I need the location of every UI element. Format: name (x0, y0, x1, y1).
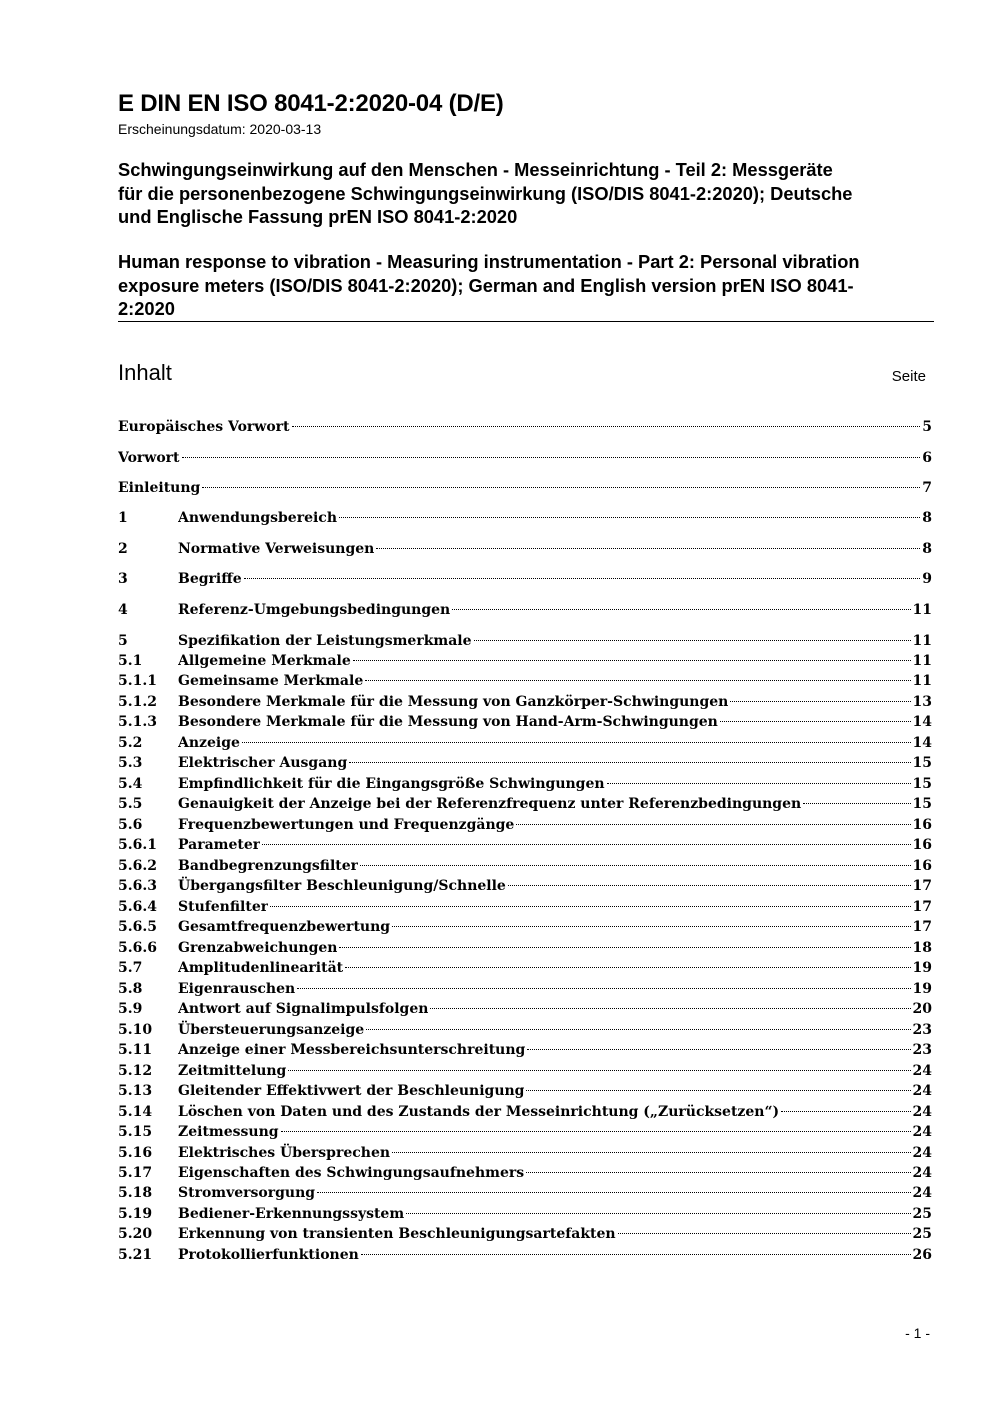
toc-entry-title: Protokollierfunktionen (178, 1246, 359, 1263)
toc-entry-title: Frequenzbewertungen und Frequenzgänge (178, 816, 515, 833)
toc-dot-leader (182, 457, 921, 458)
toc-entry-title: Amplitudenlinearität (178, 960, 344, 977)
title-english (118, 250, 938, 321)
toc-entry-title: Elektrischer Ausgang (178, 755, 348, 772)
toc-dot-leader (730, 701, 910, 702)
toc-entry-title: Empfindlichkeit für die Eingangsgröße Schwingungen (178, 775, 605, 792)
toc-entry-title: Grenzabweichungen (178, 939, 338, 956)
toc-entry[interactable] (118, 815, 932, 835)
toc-entry-number: 5.3 (118, 755, 143, 772)
toc-dot-leader (365, 680, 910, 681)
header-divider (118, 321, 934, 322)
toc-entry-number: 2 (118, 541, 128, 557)
toc-entry[interactable] (118, 856, 932, 876)
toc-entry-page: 5 (922, 419, 932, 435)
toc-entry[interactable] (118, 478, 932, 498)
toc-entry-number: 5 (118, 633, 128, 649)
title-german-line: für die personenbezogene Schwingungseinwirkung (ISO/DIS 8041-2:2020); Deutsche (118, 182, 853, 204)
toc-entry[interactable] (118, 631, 932, 651)
toc-entry-title: Eigenrauschen (178, 980, 296, 997)
toc-entry-number: 5.6.6 (118, 939, 157, 956)
toc-entry-title: Parameter (178, 837, 261, 854)
toc-dot-leader (527, 1049, 910, 1050)
toc-entry-number: 5.2 (118, 734, 143, 751)
toc-entry-page: 24 (912, 1124, 932, 1141)
toc-dot-leader (281, 1131, 911, 1132)
toc-dot-leader (345, 967, 910, 968)
toc-entry-title: Stufenfilter (178, 898, 269, 915)
toc-entry-page: 7 (922, 480, 932, 496)
toc-entry[interactable] (118, 753, 932, 773)
toc-entry-number: 5.13 (118, 1083, 153, 1100)
page-number: - 1 - (905, 1325, 930, 1341)
toc-entry-number: 5.5 (118, 796, 143, 813)
toc-entry-page: 24 (912, 1103, 932, 1120)
toc-dot-leader (618, 1233, 911, 1234)
toc-entry-page: 11 (912, 673, 932, 690)
toc-entry-number: 5.1.3 (118, 714, 157, 731)
toc-dot-leader (508, 885, 911, 886)
toc-entry[interactable] (118, 897, 932, 917)
toc-entry-page: 19 (912, 980, 932, 997)
toc-entry-number: 5.7 (118, 960, 143, 977)
toc-entry-title: Übersteuerungsanzeige (178, 1021, 365, 1038)
toc-entry-number: 5.6.2 (118, 857, 157, 874)
toc-entry-page: 24 (912, 1165, 932, 1181)
toc-entry[interactable] (118, 508, 932, 528)
toc-dot-leader (202, 487, 920, 488)
toc-entry-number: 4 (118, 602, 128, 618)
toc-entry-page: 6 (922, 450, 932, 466)
toc-entry-page: 15 (912, 775, 932, 792)
toc-entry-page: 8 (922, 541, 932, 557)
toc-entry-number: 5.20 (118, 1226, 153, 1243)
toc-entry[interactable] (118, 1122, 932, 1142)
title-english-line: exposure meters (ISO/DIS 8041-2:2020); German and English version prEN ISO 8041- (118, 274, 854, 296)
publication-date: Erscheinungsdatum: 2020-03-13 (118, 121, 322, 137)
toc-dot-leader (376, 548, 920, 549)
toc-entry-title: Besondere Merkmale für die Messung von Ganzkörper-Schwingungen (178, 693, 729, 710)
toc-entry-page: 17 (912, 878, 932, 895)
toc-entry-number: 5.21 (118, 1246, 153, 1263)
toc-entry-title: Antwort auf Signalimpulsfolgen (178, 1001, 429, 1018)
toc-entry-number: 5.15 (118, 1124, 153, 1141)
title-german (118, 158, 938, 229)
toc-entry-number: 1 (118, 510, 128, 526)
toc-entry-number: 3 (118, 571, 128, 587)
toc-entry-title: Gemeinsame Merkmale (178, 673, 364, 690)
toc-entry[interactable] (118, 692, 932, 712)
toc-entry-page: 24 (912, 1062, 932, 1079)
toc-dot-leader (288, 1070, 910, 1071)
toc-entry-number: 5.8 (118, 980, 143, 997)
toc-entry-number: 5.1 (118, 653, 143, 669)
title-english-line: 2:2020 (118, 298, 175, 319)
toc-dot-leader (297, 988, 910, 989)
toc-entry[interactable] (118, 1102, 932, 1122)
toc-entry-page: 16 (912, 837, 932, 854)
toc-dot-leader (317, 1192, 910, 1193)
toc-entry-title: Allgemeine Merkmale (178, 653, 351, 669)
toc-entry-number: 5.1.2 (118, 693, 157, 710)
toc-entry-title: Normative Verweisungen (178, 541, 375, 557)
toc-dot-leader (474, 640, 911, 641)
toc-entry[interactable] (118, 794, 932, 814)
toc-entry-page: 15 (912, 796, 932, 813)
toc-dot-leader (392, 1152, 910, 1153)
toc-entry[interactable] (118, 774, 932, 794)
toc-entry-page: 14 (912, 714, 932, 731)
toc-entry-title: Genauigkeit der Anzeige bei der Referenzfrequenz unter Referenzbedingungen (178, 796, 802, 813)
toc-entry-title: Europäisches Vorwort (118, 419, 290, 435)
toc-entry-page: 23 (912, 1021, 932, 1038)
toc-page-column-label: Seite (891, 368, 926, 385)
toc-entry[interactable] (118, 600, 932, 620)
toc-dot-leader (244, 578, 921, 579)
toc-entry-page: 11 (912, 602, 932, 618)
toc-entry-title: Stromversorgung (178, 1185, 316, 1202)
toc-entry-page: 17 (912, 919, 932, 936)
toc-entry[interactable] (118, 1081, 932, 1101)
toc-entry-number: 5.11 (118, 1042, 153, 1059)
toc-entry-title: Anzeige (178, 734, 240, 751)
toc-entry-title: Bediener-Erkennungssystem (178, 1205, 405, 1222)
toc-dot-leader (526, 1172, 910, 1173)
toc-entry[interactable] (118, 651, 932, 671)
toc-entry[interactable] (118, 1163, 932, 1183)
toc-entry-page: 14 (912, 734, 932, 751)
toc-entry-number: 5.12 (118, 1062, 153, 1079)
toc-entry-title: Anzeige einer Messbereichsunterschreitung (178, 1042, 526, 1059)
toc-entry-number: 5.1.1 (118, 673, 157, 690)
toc-dot-leader (516, 824, 910, 825)
toc-entry-number: 5.19 (118, 1205, 153, 1222)
toc-entry-title: Elektrisches Übersprechen (178, 1144, 391, 1161)
toc-dot-leader (339, 947, 910, 948)
toc-dot-leader (392, 926, 910, 927)
toc-entry-number: 5.16 (118, 1144, 153, 1161)
toc-dot-leader (430, 1008, 910, 1009)
toc-entry-title: Zeitmessung (178, 1124, 279, 1141)
toc-entry-page: 25 (912, 1226, 932, 1243)
toc-dot-leader (452, 609, 910, 610)
toc-entry[interactable] (118, 835, 932, 855)
title-german-line: Schwingungseinwirkung auf den Menschen - Messeinrichtung - Teil 2: Messgeräte (118, 159, 833, 180)
toc-entry[interactable] (118, 958, 932, 978)
toc-entry-page: 24 (912, 1144, 932, 1161)
toc-entry-title: Anwendungsbereich (178, 510, 337, 526)
toc-entry[interactable] (118, 1224, 932, 1244)
toc-entry-title: Einleitung (118, 480, 201, 496)
toc-entry-number: 5.18 (118, 1185, 153, 1202)
toc-entry-title: Erkennung von transienten Beschleunigungsartefakten (178, 1226, 616, 1243)
toc-entry[interactable] (118, 417, 932, 437)
toc-entry-page: 16 (912, 857, 932, 874)
toc-entry-title: Eigenschaften des Schwingungsaufnehmers (178, 1165, 525, 1181)
toc-dot-leader (607, 783, 911, 784)
toc-entry[interactable] (118, 569, 932, 589)
toc-entry[interactable] (118, 1245, 932, 1265)
toc-entry-page: 17 (912, 898, 932, 915)
toc-entry-page: 23 (912, 1042, 932, 1059)
toc-entry-page: 24 (912, 1185, 932, 1202)
toc-entry-title: Referenz-Umgebungsbedingungen (178, 602, 451, 618)
toc-entry-title: Spezifikation der Leistungsmerkmale (178, 633, 472, 649)
toc-entry[interactable] (118, 712, 932, 732)
toc-entry-page: 9 (922, 571, 932, 587)
toc-entry[interactable] (118, 1020, 932, 1040)
toc-dot-leader (720, 721, 911, 722)
toc-entry[interactable] (118, 876, 932, 896)
toc-dot-leader (781, 1111, 910, 1112)
toc-entry[interactable] (118, 539, 932, 559)
toc-entry[interactable] (118, 1204, 932, 1224)
toc-entry[interactable] (118, 671, 932, 691)
toc-dot-leader (242, 742, 911, 743)
toc-entry-title: Löschen von Daten und des Zustands der Messeinrichtung („Zurücksetzen“) (178, 1103, 780, 1120)
toc-entry-page: 19 (912, 960, 932, 977)
toc-entry[interactable] (118, 448, 932, 468)
toc-dot-leader (292, 426, 921, 427)
toc-entry-number: 5.6 (118, 816, 143, 833)
toc-entry-number: 5.17 (118, 1165, 153, 1181)
toc-entry-number: 5.6.5 (118, 919, 157, 936)
toc-entry-number: 5.10 (118, 1021, 153, 1038)
toc-entry-number: 5.6.1 (118, 837, 157, 854)
toc-entry[interactable] (118, 999, 932, 1019)
toc-dot-leader (526, 1090, 910, 1091)
toc-entry-page: 18 (912, 939, 932, 956)
toc-entry-page: 24 (912, 1083, 932, 1100)
toc-entry-page: 11 (912, 653, 932, 669)
toc-dot-leader (360, 865, 910, 866)
toc-entry-title: Gesamtfrequenzbewertung (178, 919, 391, 936)
toc-dot-leader (353, 660, 911, 661)
toc-entry-title: Bandbegrenzungsfilter (178, 857, 359, 874)
toc-entry-title: Übergangsfilter Beschleunigung/Schnelle (178, 878, 506, 895)
toc-entry-page: 20 (912, 1001, 932, 1018)
toc-entry-number: 5.6.3 (118, 878, 157, 895)
toc-heading: Inhalt (118, 360, 172, 385)
toc-entry[interactable] (118, 1183, 932, 1203)
toc-dot-leader (361, 1254, 911, 1255)
title-english-line: Human response to vibration - Measuring instrumentation - Part 2: Personal vibration (118, 251, 860, 272)
toc-entry-title: Besondere Merkmale für die Messung von Hand-Arm-Schwingungen (178, 714, 718, 731)
toc-entry[interactable] (118, 733, 932, 753)
document-id: E DIN EN ISO 8041-2:2020-04 (D/E) (118, 90, 504, 117)
toc-entry-page: 16 (912, 816, 932, 833)
toc-entry-title: Begriffe (178, 571, 242, 587)
toc-entry[interactable] (118, 1061, 932, 1081)
toc-dot-leader (366, 1029, 910, 1030)
toc-entry[interactable] (118, 1040, 932, 1060)
toc-entry-number: 5.14 (118, 1103, 153, 1120)
toc-dot-leader (262, 844, 910, 845)
toc-entry[interactable] (118, 979, 932, 999)
toc-entry-title: Gleitender Effektivwert der Beschleunigung (178, 1083, 525, 1100)
toc-entry-page: 25 (912, 1205, 932, 1222)
toc-dot-leader (270, 906, 910, 907)
toc-entry-number: 5.4 (118, 775, 143, 792)
toc-entry-page: 13 (912, 693, 932, 710)
toc-entry-number: 5.6.4 (118, 898, 157, 915)
toc-entry[interactable] (118, 938, 932, 958)
toc-entry-page: 11 (912, 633, 932, 649)
toc-entry-page: 8 (922, 510, 932, 526)
toc-dot-leader (803, 803, 910, 804)
toc-dot-leader (339, 517, 920, 518)
title-german-line: und Englische Fassung prEN ISO 8041-2:2020 (118, 206, 518, 227)
toc-entry-title: Zeitmittelung (178, 1062, 287, 1079)
toc-entry-number: 5.9 (118, 1001, 143, 1018)
toc-dot-leader (406, 1213, 910, 1214)
toc-entry-page: 15 (912, 755, 932, 772)
toc-entry-page: 26 (912, 1246, 932, 1263)
toc-dot-leader (349, 762, 910, 763)
toc-entry-title: Vorwort (118, 450, 180, 466)
toc-entry[interactable] (118, 917, 932, 937)
toc-entry[interactable] (118, 1143, 932, 1163)
